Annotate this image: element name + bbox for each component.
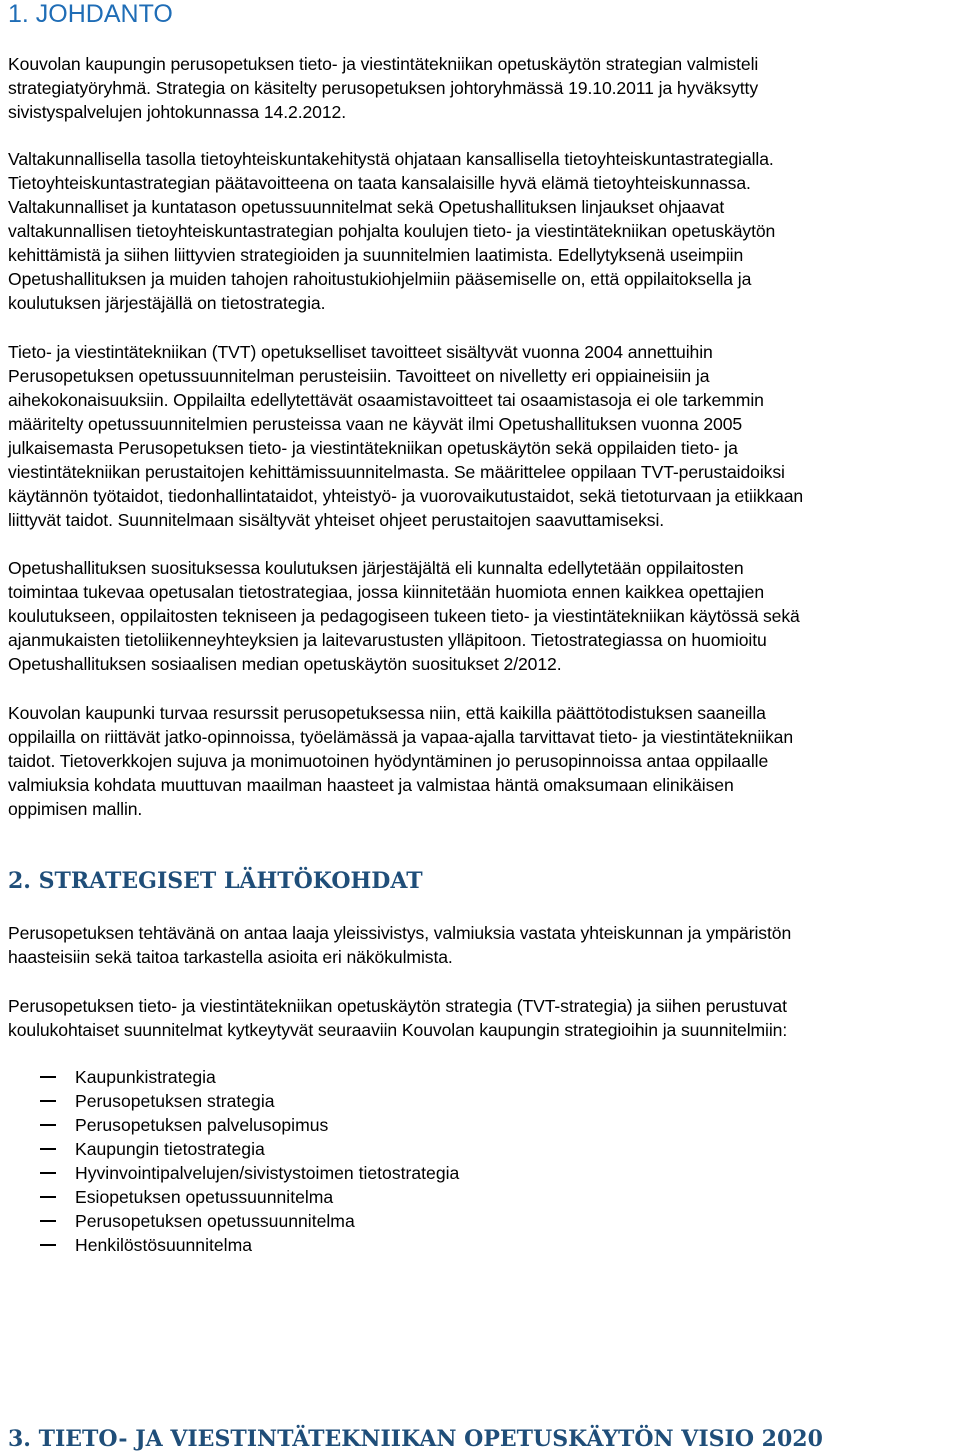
text-line: käytännön työtaidot, tiedonhallintataidot, yhteistyö- ja vuorovaikutustaidot, sekä tietoturvaan ja etiikkaan [8,486,804,506]
heading-tvt-visio-2020: 3. TIETO- JA VIESTINTÄTEKNIIKAN OPETUSKÄYTÖN VISIO 2020 [8,1426,823,1452]
dash-bullet-icon [40,1124,56,1126]
text-line: oppilailla on riittävät jatko-opinnoissa, työelämässä ja vapaa-ajalla tarvittavat tieto- ja viestintätekniikan [8,727,794,747]
text-line: Tieto- ja viestintätekniikan (TVT) opetukselliset tavoitteet sisältyvät vuonna 2004 annettuihin [8,342,713,362]
dash-bullet-icon [40,1220,56,1222]
text-line: Opetushallituksen sosiaalisen median opetuskäytön suositukset 2/2012. [8,654,562,674]
list-item [8,1137,459,1161]
text-line: Opetushallituksen suosituksessa koulutuksen järjestäjältä eli kunnalta edellytetään oppilaitosten [8,558,744,578]
text-line: kehittämistä ja siihen liittyvien strategioiden ja suunnitelmien laatimista. Edellytyksenä useimpiin [8,245,744,265]
text-line: sivistyspalvelujen johtokunnassa 14.2.2012. [8,102,347,122]
dash-bullet-icon [40,1244,56,1246]
text-line: julkaisemasta Perusopetuksen tieto- ja viestintätekniikan opetuskäytön sekä oppilaiden tieto- ja [8,438,738,458]
text-line: liittyvät taidot. Suunnitelmaan sisältyvät yhteiset ohjeet perustaitojen saavuttamiseksi. [8,510,665,530]
dash-bullet-icon [40,1148,56,1150]
paragraph-recommendation [8,556,959,676]
text-line: aihekokonaisuuksiin. Oppilailta edellytettävät osaamistavoitteet tai osaamistasoja ei ole tarkemmin [8,390,764,410]
paragraph-national-strategy [8,147,959,315]
text-line: valmiuksia kohdata muuttuvan maailman haasteet ja valmistaa häntä omaksumaan elinikäisen [8,775,734,795]
text-line: Tietoyhteiskuntastrategian päätavoitteena on taata kansalaisille hyvä elämä tietoyhteiskunnassa. [8,173,751,193]
list-item-label: Kaupungin tietostrategia [75,1139,265,1159]
paragraph-resources [8,701,959,821]
list-item-label: Esiopetuksen opetussuunnitelma [75,1187,334,1207]
text-line: Perusopetuksen tehtävänä on antaa laaja yleissivistys, valmiuksia vastata yhteiskunnan ja ympäristön [8,923,792,943]
dash-bullet-icon [40,1076,56,1078]
list-item [8,1233,459,1257]
dash-bullet-icon [40,1196,56,1198]
list-item [8,1065,459,1089]
text-line: toimintaa tukevaa opetusalan tietostrategiaa, jossa kiinnitetään huomiota ennen kaikkea opettajien [8,582,765,602]
paragraph-mission [8,921,959,969]
list-item-label: Perusopetuksen opetussuunnitelma [75,1211,355,1231]
list-item [8,1185,459,1209]
text-line: Perusopetuksen tieto- ja viestintätekniikan opetuskäytön strategia (TVT-strategia) ja siihen perustuvat [8,996,787,1016]
list-item-label: Perusopetuksen palvelusopimus [75,1115,329,1135]
text-line: Valtakunnalliset ja kuntatason opetussuunnitelmat sekä Opetushallituksen linjaukset ohjaavat [8,197,725,217]
list-item-label: Kaupunkistrategia [75,1067,216,1087]
text-line: Kouvolan kaupungin perusopetuksen tieto- ja viestintätekniikan opetuskäytön strategian valmisteli [8,54,759,74]
list-item [8,1113,459,1137]
text-line: viestintätekniikan perustaitojen kehittämissuunnitelmasta. Se määrittelee oppilaan TVT-perustaidoiksi [8,462,785,482]
text-line: oppimisen mallin. [8,799,143,819]
heading-johdanto: 1. JOHDANTO [8,0,173,28]
text-line: koulutukseen, oppilaitosten tekniseen ja pedagogiseen tukeen tieto‐ ja viestintätekniikan käytössä sekä [8,606,800,626]
text-line: määritelty opetussuunnitelmien perusteissa vaan ne käyvät ilmi Opetushallituksen vuonna 2005 [8,414,743,434]
text-line: Perusopetuksen opetussuunnitelman perusteisiin. Tavoitteet on nivelletty eri oppiaineisiin ja [8,366,710,386]
list-item [8,1089,459,1113]
text-line: koulutuksen järjestäjällä on tietostrategia. [8,293,326,313]
text-line: strategiatyöryhmä. Strategia on käsitelty perusopetuksen johtoryhmässä 19.10.2011 ja hyväksytty [8,78,759,98]
list-item [8,1209,459,1233]
list-item [8,1161,459,1185]
paragraph-tvt-goals [8,340,959,532]
paragraph-linked-strategies [8,994,959,1042]
list-item-label: Hyvinvointipalvelujen/sivistystoimen tietostrategia [75,1163,460,1183]
heading-strategiset-lahtokohdat: 2. STRATEGISET LÄHTÖKOHDAT [8,868,423,894]
text-line: ajanmukaisten tietoliikenneyhteyksien ja laitevarustusten ylläpitoon. Tietostrategiassa on huomioitu [8,630,767,650]
text-line: Valtakunnallisella tasolla tietoyhteiskuntakehitystä ohjataan kansallisella tietoyhteiskuntastrategialla. [8,149,774,169]
list-item-label: Perusopetuksen strategia [75,1091,275,1111]
paragraph-intro [8,52,959,124]
list-item-label: Henkilöstösuunnitelma [75,1235,253,1255]
text-line: haasteisiin sekä taitoa tarkastella asioita eri näkökulmista. [8,947,453,967]
dash-bullet-icon [40,1100,56,1102]
text-line: Kouvolan kaupunki turvaa resurssit perusopetuksessa niin, että kaikilla päättötodistuksen saaneilla [8,703,766,723]
text-line: Opetushallituksen ja muiden tahojen rahoitustukiohjelmiin pääsemiselle on, että oppilaitoksella ja [8,269,752,289]
dash-bullet-icon [40,1172,56,1174]
text-line: taidot. Tietoverkkojen sujuva ja monimuotoinen hyödyntäminen jo perusopinnoissa antaa oppilaalle [8,751,769,771]
text-line: koulukohtaiset suunnitelmat kytkeytyvät seuraaviin Kouvolan kaupungin strategioihin ja suunnitelmiin: [8,1020,788,1040]
strategy-list [8,1065,459,1257]
text-line: valtakunnallisen tietoyhteiskuntastrategian pohjalta koulujen tieto- ja viestintätekniikan opetuskäytön [8,221,776,241]
